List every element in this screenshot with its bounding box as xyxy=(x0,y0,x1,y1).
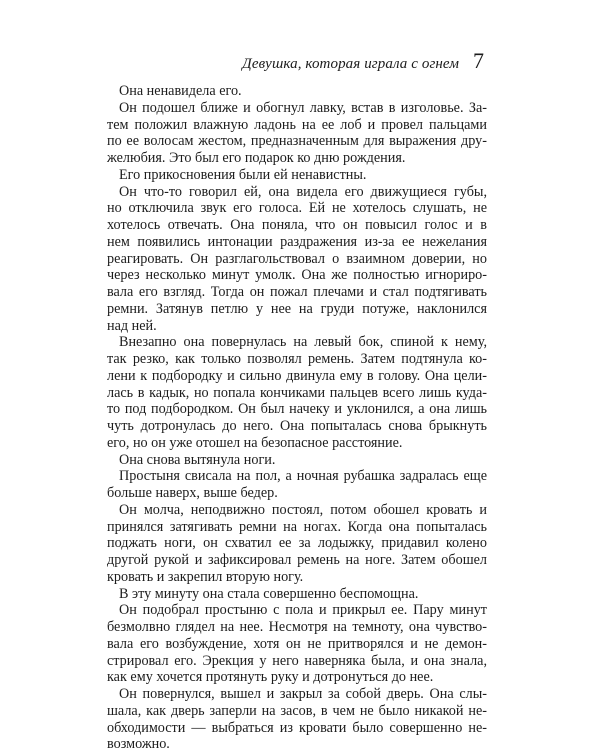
text-line: обходимости — выбраться из кровати было совершенно не- xyxy=(107,719,487,736)
text-line: над ней. xyxy=(107,317,157,334)
text-line: хотелось отвечать. Она поняла, что он повысил голос и в xyxy=(107,217,487,233)
text-line: тем положил влажную ладонь на ее лоб и провел пальцами xyxy=(107,116,487,133)
text-line: как ему хочется протянуть руку и дотронуться до нее. xyxy=(107,669,434,686)
text-line: Он что-то говорил ей, она видела его движущиеся губы, xyxy=(119,183,487,200)
body-text xyxy=(107,83,487,753)
text-line: по ее волосам жестом, предназначенным для выражения дру- xyxy=(107,133,487,150)
text-line: Он повернулся, вышел и закрыл за собой дверь. Она слы- xyxy=(119,686,487,702)
text-line: чуть дотронулась до него. Она попыталась снова брыкнуть xyxy=(107,418,487,434)
running-title: Девушка, которая играла с огнем xyxy=(242,56,459,72)
text-line: Его прикосновения были ей ненавистны. xyxy=(119,166,367,183)
text-line: но отключила звук его голоса. Ей не хотелось слушать, не xyxy=(107,200,487,217)
text-line: реагировать. Он разглагольствовал о взаимном доверии, но xyxy=(107,250,487,267)
text-line: другой рукой и зафиксировал ремень на ноге. Затем обошел xyxy=(107,552,487,568)
text-line: так резко, как только позволял ремень. Затем подтянула ко- xyxy=(107,351,487,367)
text-line: Он подобрал простыню с пола и прикрыл ее. Пару минут xyxy=(119,602,487,619)
text-line: Она ненавидела его. xyxy=(119,83,242,99)
text-line: Он молча, неподвижно постоял, потом обошел кровать и xyxy=(119,501,487,518)
text-line: Внезапно она повернулась на левый бок, спиной к нему, xyxy=(119,334,487,351)
text-line: Он подошел ближе и обогнул лавку, встав в изголовье. За- xyxy=(119,99,487,116)
text-line: вала его взгляд. Тогда он пожал плечами и стал подтягивать xyxy=(107,284,487,300)
text-line: безмолвно глядел на нее. Несмотря на темноту, она чувство- xyxy=(107,619,487,635)
running-header xyxy=(242,48,484,74)
text-line: нем появились интонации раздражения из-за ее нежелания xyxy=(107,233,487,250)
text-line: ремни. Затянув петлю у нее на груди потуже, наклонился xyxy=(107,300,487,317)
text-line: больше наверх, выше бедер. xyxy=(107,485,278,501)
text-line: принялся затягивать ремни на ногах. Когда она попыталась xyxy=(107,518,487,535)
text-line: лась в кадык, но попала кончиками пальцев всего лишь куда- xyxy=(107,384,487,401)
text-line: его, но он уже отошел на безопасное расстояние. xyxy=(107,434,403,451)
text-line: Простыня свисала на пол, а ночная рубашка задралась еще xyxy=(119,468,487,485)
text-line: В эту минуту она стала совершенно беспомощна. xyxy=(119,585,419,602)
text-line: кровать и закрепил вторую ногу. xyxy=(107,568,304,585)
text-line: желюбия. Это был его подарок ко дню рождения. xyxy=(107,150,406,166)
text-line: лени к подбородку и сильно двинула ему в голову. Она цели- xyxy=(107,367,487,384)
text-line: то под подбородком. Он был начеку и уклонился, а она лишь xyxy=(107,401,487,418)
page-number: 7 xyxy=(473,48,484,73)
text-line: вала его возбуждение, хотя он не притворялся и не демон- xyxy=(107,635,487,652)
text-line: шала, как дверь заперли на засов, в чем не было никакой не- xyxy=(107,702,487,719)
text-line: поджать ноги, он схватил ее за лодыжку, придавил колено xyxy=(107,535,487,552)
text-line: Она снова вытянула ноги. xyxy=(119,451,276,468)
text-line: стрировал его. Эрекция у него наверняка была, и она знала, xyxy=(107,652,487,669)
text-line: возможно. xyxy=(107,736,170,753)
text-line: через несколько минут умолк. Она же полностью игнориро- xyxy=(107,267,487,284)
